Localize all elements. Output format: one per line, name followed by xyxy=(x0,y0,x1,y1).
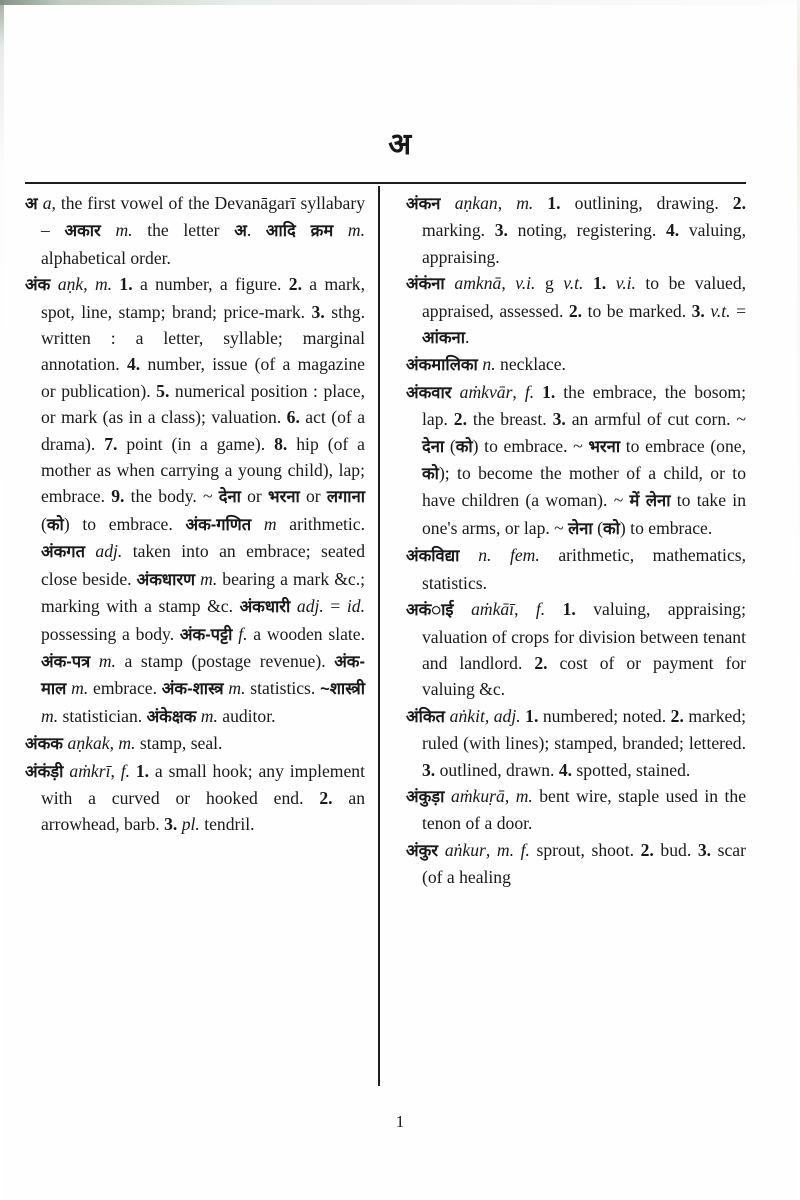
sense-number: 2. xyxy=(319,787,333,808)
entry-definition: , v.i. g v.t. 1. v.i. to be valued, appraised, assessed. 2. to be marked. 3. v.t. = आंकना. xyxy=(422,273,747,348)
devanagari-text: अंक-शास्त्र xyxy=(161,680,224,699)
dictionary-entry xyxy=(406,703,746,783)
scan-edge-top xyxy=(0,0,800,5)
dictionary-entry xyxy=(25,271,365,730)
devanagari-text: आंकना xyxy=(422,329,465,348)
devanagari-text: भरना xyxy=(588,437,621,456)
devanagari-text: अंक-पट्टी xyxy=(179,625,233,644)
entry-definition: 1. numbered; noted. 2. marked; ruled (with lines); stamped, branded; lettered. 3. outlined, drawn. 4. spotted, stained. xyxy=(422,705,747,780)
sense-number: 3. xyxy=(494,220,508,241)
left-column xyxy=(25,190,365,1080)
sense-number: 2. xyxy=(534,652,548,673)
dictionary-entry xyxy=(406,837,746,891)
devanagari-text: अंकधारी xyxy=(239,598,291,617)
sense-number: 1. xyxy=(547,193,561,213)
sense-number: 3. xyxy=(552,409,566,430)
sense-number: 4. xyxy=(126,354,141,375)
grammar-abbr: m. xyxy=(200,705,218,726)
entry-transliteration: aṇkak xyxy=(67,733,110,754)
page-number: 1 xyxy=(395,1112,405,1131)
entry-definition: n. necklace. xyxy=(482,354,566,375)
entry-definition: , f. 1. the embrace, the bosom; lap. 2. the breast. 3. an armful of cut corn. ~ देना (को) to embrace. ~ भरना to embrace (one, को); to become the mother of a child, or to have children (a woman). ~ में लेना to take in one's arms, or lap. ~ लेना (को) to embrace. xyxy=(422,381,747,538)
grammar-abbr: m. xyxy=(118,733,136,754)
sense-number: 2. xyxy=(453,409,467,430)
grammar-abbr: m. xyxy=(41,705,59,726)
grammar-abbr: v.i. xyxy=(615,273,636,294)
entry-headword: अंकमालिका xyxy=(406,356,483,375)
sense-number: 6. xyxy=(286,407,300,428)
devanagari-text: आदि क्रम xyxy=(265,222,334,241)
devanagari-text: को xyxy=(46,515,64,534)
entry-headword: अंक xyxy=(25,276,58,295)
sense-number: 5. xyxy=(156,380,170,401)
entry-headword: अंकित xyxy=(406,707,450,726)
devanagari-text: को xyxy=(602,519,620,538)
grammar-abbr: f. xyxy=(238,623,248,644)
entry-definition: , the first vowel of the Devanāgarī syllabary – अकार m. the letter अ. आदि क्रम m. alphabetical order. xyxy=(41,193,365,268)
sense-number: 4. xyxy=(665,220,680,241)
devanagari-text: अ xyxy=(234,222,247,241)
entry-transliteration: aṁkrī xyxy=(69,760,111,781)
dictionary-entry xyxy=(406,351,746,378)
grammar-abbr: pl. xyxy=(181,814,200,835)
devanagari-text: को xyxy=(422,465,439,484)
entry-headword: अंकुर xyxy=(406,841,445,860)
sense-number: 3. xyxy=(697,839,712,860)
entry-definition: , f. 1. a small hook; any implement with a curved or hooked end. 2. an arrowhead, barb. 3. pl. tendril. xyxy=(41,760,365,835)
grammar-abbr: m. xyxy=(228,678,246,699)
devanagari-text: अंकेक्षक xyxy=(146,707,197,726)
dictionary-entry xyxy=(406,190,746,270)
grammar-abbr: m. xyxy=(200,568,218,589)
devanagari-text: में लेना xyxy=(629,492,671,511)
sense-number: 2. xyxy=(568,300,583,321)
entry-definition: n. fem. arithmetic, mathematics, statistics. xyxy=(422,545,746,593)
dictionary-entry xyxy=(406,596,746,703)
devanagari-text: भरना xyxy=(267,488,300,507)
dictionary-entry xyxy=(406,270,746,351)
grammar-abbr: id. xyxy=(346,596,365,617)
grammar-abbr: f. xyxy=(524,381,535,402)
entry-headword: अंकक xyxy=(25,735,68,754)
dictionary-entry xyxy=(406,542,746,596)
sense-number: 9. xyxy=(111,486,125,507)
entry-definition: , m. stamp, seal. xyxy=(109,733,223,754)
devanagari-text: अंक-पत्र xyxy=(41,652,91,671)
entry-headword: अंकंड़ी xyxy=(25,762,70,781)
dictionary-entry xyxy=(406,379,746,542)
grammar-abbr: f. xyxy=(120,760,131,781)
sense-number: 1. xyxy=(592,273,607,294)
entry-transliteration: aṅkit, adj. xyxy=(449,705,521,726)
page-header-letter: अ xyxy=(388,128,412,161)
entry-transliteration: amknā xyxy=(454,273,502,294)
header-rule xyxy=(25,182,746,184)
dictionary-entry xyxy=(25,730,365,757)
devanagari-text: देना xyxy=(422,437,445,456)
grammar-abbr: v.t. xyxy=(710,300,731,321)
grammar-abbr: m. xyxy=(71,678,89,699)
entry-headword: अंकवार xyxy=(406,383,460,402)
sense-number: 1. xyxy=(135,760,150,781)
entry-transliteration: aṁkāī xyxy=(471,599,515,620)
entry-headword: अ xyxy=(25,195,43,213)
entry-transliteration: aṇkan xyxy=(454,193,498,213)
entry-definition: , m. f. sprout, shoot. 2. bud. 3. scar (of a healing xyxy=(422,839,746,888)
grammar-abbr: m. f. xyxy=(496,839,530,860)
sense-number: 1. xyxy=(119,274,133,295)
devanagari-text: अंक-माल xyxy=(41,652,365,699)
sense-number: 3. xyxy=(164,814,178,835)
devanagari-text: अंकगत xyxy=(41,543,85,562)
grammar-abbr: m. xyxy=(515,785,533,806)
grammar-abbr: adj. xyxy=(296,596,324,617)
devanagari-text: लगाना xyxy=(326,488,366,507)
sense-number: 2. xyxy=(732,193,746,213)
grammar-abbr: adj. xyxy=(95,541,123,562)
devanagari-text: अकार xyxy=(64,222,101,241)
grammar-abbr: m. xyxy=(115,220,133,241)
sense-number: 1. xyxy=(542,381,556,402)
sense-number: 8. xyxy=(274,433,288,454)
grammar-abbr: m. xyxy=(347,220,365,241)
entry-transliteration: aṁkvār xyxy=(459,381,513,402)
dictionary-entry xyxy=(406,783,746,837)
entry-headword: अंकंना xyxy=(406,275,455,294)
entry-definition: , m. bent wire, staple used in the tenon of a door. xyxy=(422,785,747,834)
scan-edge-left xyxy=(0,0,4,1200)
entry-transliteration: aṁkuṛā xyxy=(451,785,505,806)
dictionary-entry xyxy=(25,190,365,271)
devanagari-text: देना xyxy=(218,488,241,507)
grammar-abbr: m xyxy=(263,513,277,534)
entry-headword: अकंाई xyxy=(406,601,472,620)
entry-definition: , m. 1. outlining, drawing. 2. marking. 3. noting, registering. 4. valuing, appraising. xyxy=(422,193,747,267)
devanagari-text: को xyxy=(455,437,473,456)
entry-headword: अंकुड़ा xyxy=(406,787,452,806)
dictionary-entry xyxy=(25,758,365,838)
grammar-abbr: f. xyxy=(535,599,546,620)
grammar-abbr: n. fem. xyxy=(478,545,540,566)
devanagari-text: ~शास्त्री xyxy=(320,680,366,699)
grammar-abbr: v.i. xyxy=(515,273,536,294)
devanagari-text: लेना xyxy=(568,519,593,538)
grammar-abbr: v.t. xyxy=(563,273,584,294)
entry-transliteration: aṅkur xyxy=(444,839,486,860)
right-column xyxy=(388,190,746,1080)
devanagari-text: अंक-गणित xyxy=(185,515,252,534)
sense-number: 3. xyxy=(691,300,705,321)
entry-transliteration: aṇk xyxy=(57,274,84,295)
sense-number: 3. xyxy=(422,759,436,780)
entry-headword: अंकविद्या xyxy=(406,547,479,566)
grammar-abbr: m. xyxy=(94,274,113,295)
grammar-abbr: m. xyxy=(516,193,534,213)
entry-definition: , m. 1. a number, a figure. 2. a mark, spot, line, stamp; brand; price-mark. 3. sthg. written : a letter, syllable; marginal annotation. 4. number, issue (of a magazine or publication). 5. numerical position : place, or mark (as in a class); valuation. 6. act (of a drama). 7. point (in a game). 8. hip (of a mother as when carrying a young child), lap; embrace. 9. the body. ~ देना or भरना or लगाना (को) to embrace. अंक-गणित m arithmetic. अंकगत adj. taken into an embrace; seated close beside. अंकधारण m. bearing a mark &c.; marking with a stamp &c. अंकधारी adj. = id. possessing a body. अंक-पट्टी f. a wooden slate. अंक-पत्र m. a stamp (postage revenue). अंक-माल m. embrace. अंक-शास्त्र m. statistics. ~शास्त्री m. statistician. अंकेक्षक m. auditor. xyxy=(41,274,366,726)
grammar-abbr: n. xyxy=(482,354,496,375)
sense-number: 4. xyxy=(558,759,573,780)
devanagari-text: अंकधारण xyxy=(136,570,196,589)
entry-transliteration: a xyxy=(42,193,52,213)
entry-headword: अंकन xyxy=(406,195,455,213)
columns-container xyxy=(25,190,746,1080)
sense-number: 7. xyxy=(104,433,118,454)
sense-number: 2. xyxy=(670,705,684,726)
sense-number: 1. xyxy=(562,599,576,620)
entry-definition: , f. 1. valuing, appraising; valuation of crops for division between tenant and landlord. 2. cost of or payment for valuing &c. xyxy=(422,599,746,700)
sense-number: 3. xyxy=(311,301,325,322)
sense-number: 1. xyxy=(525,705,539,726)
sense-number: 2. xyxy=(640,839,654,860)
sense-number: 2. xyxy=(288,274,302,295)
grammar-abbr: m. xyxy=(98,650,116,671)
